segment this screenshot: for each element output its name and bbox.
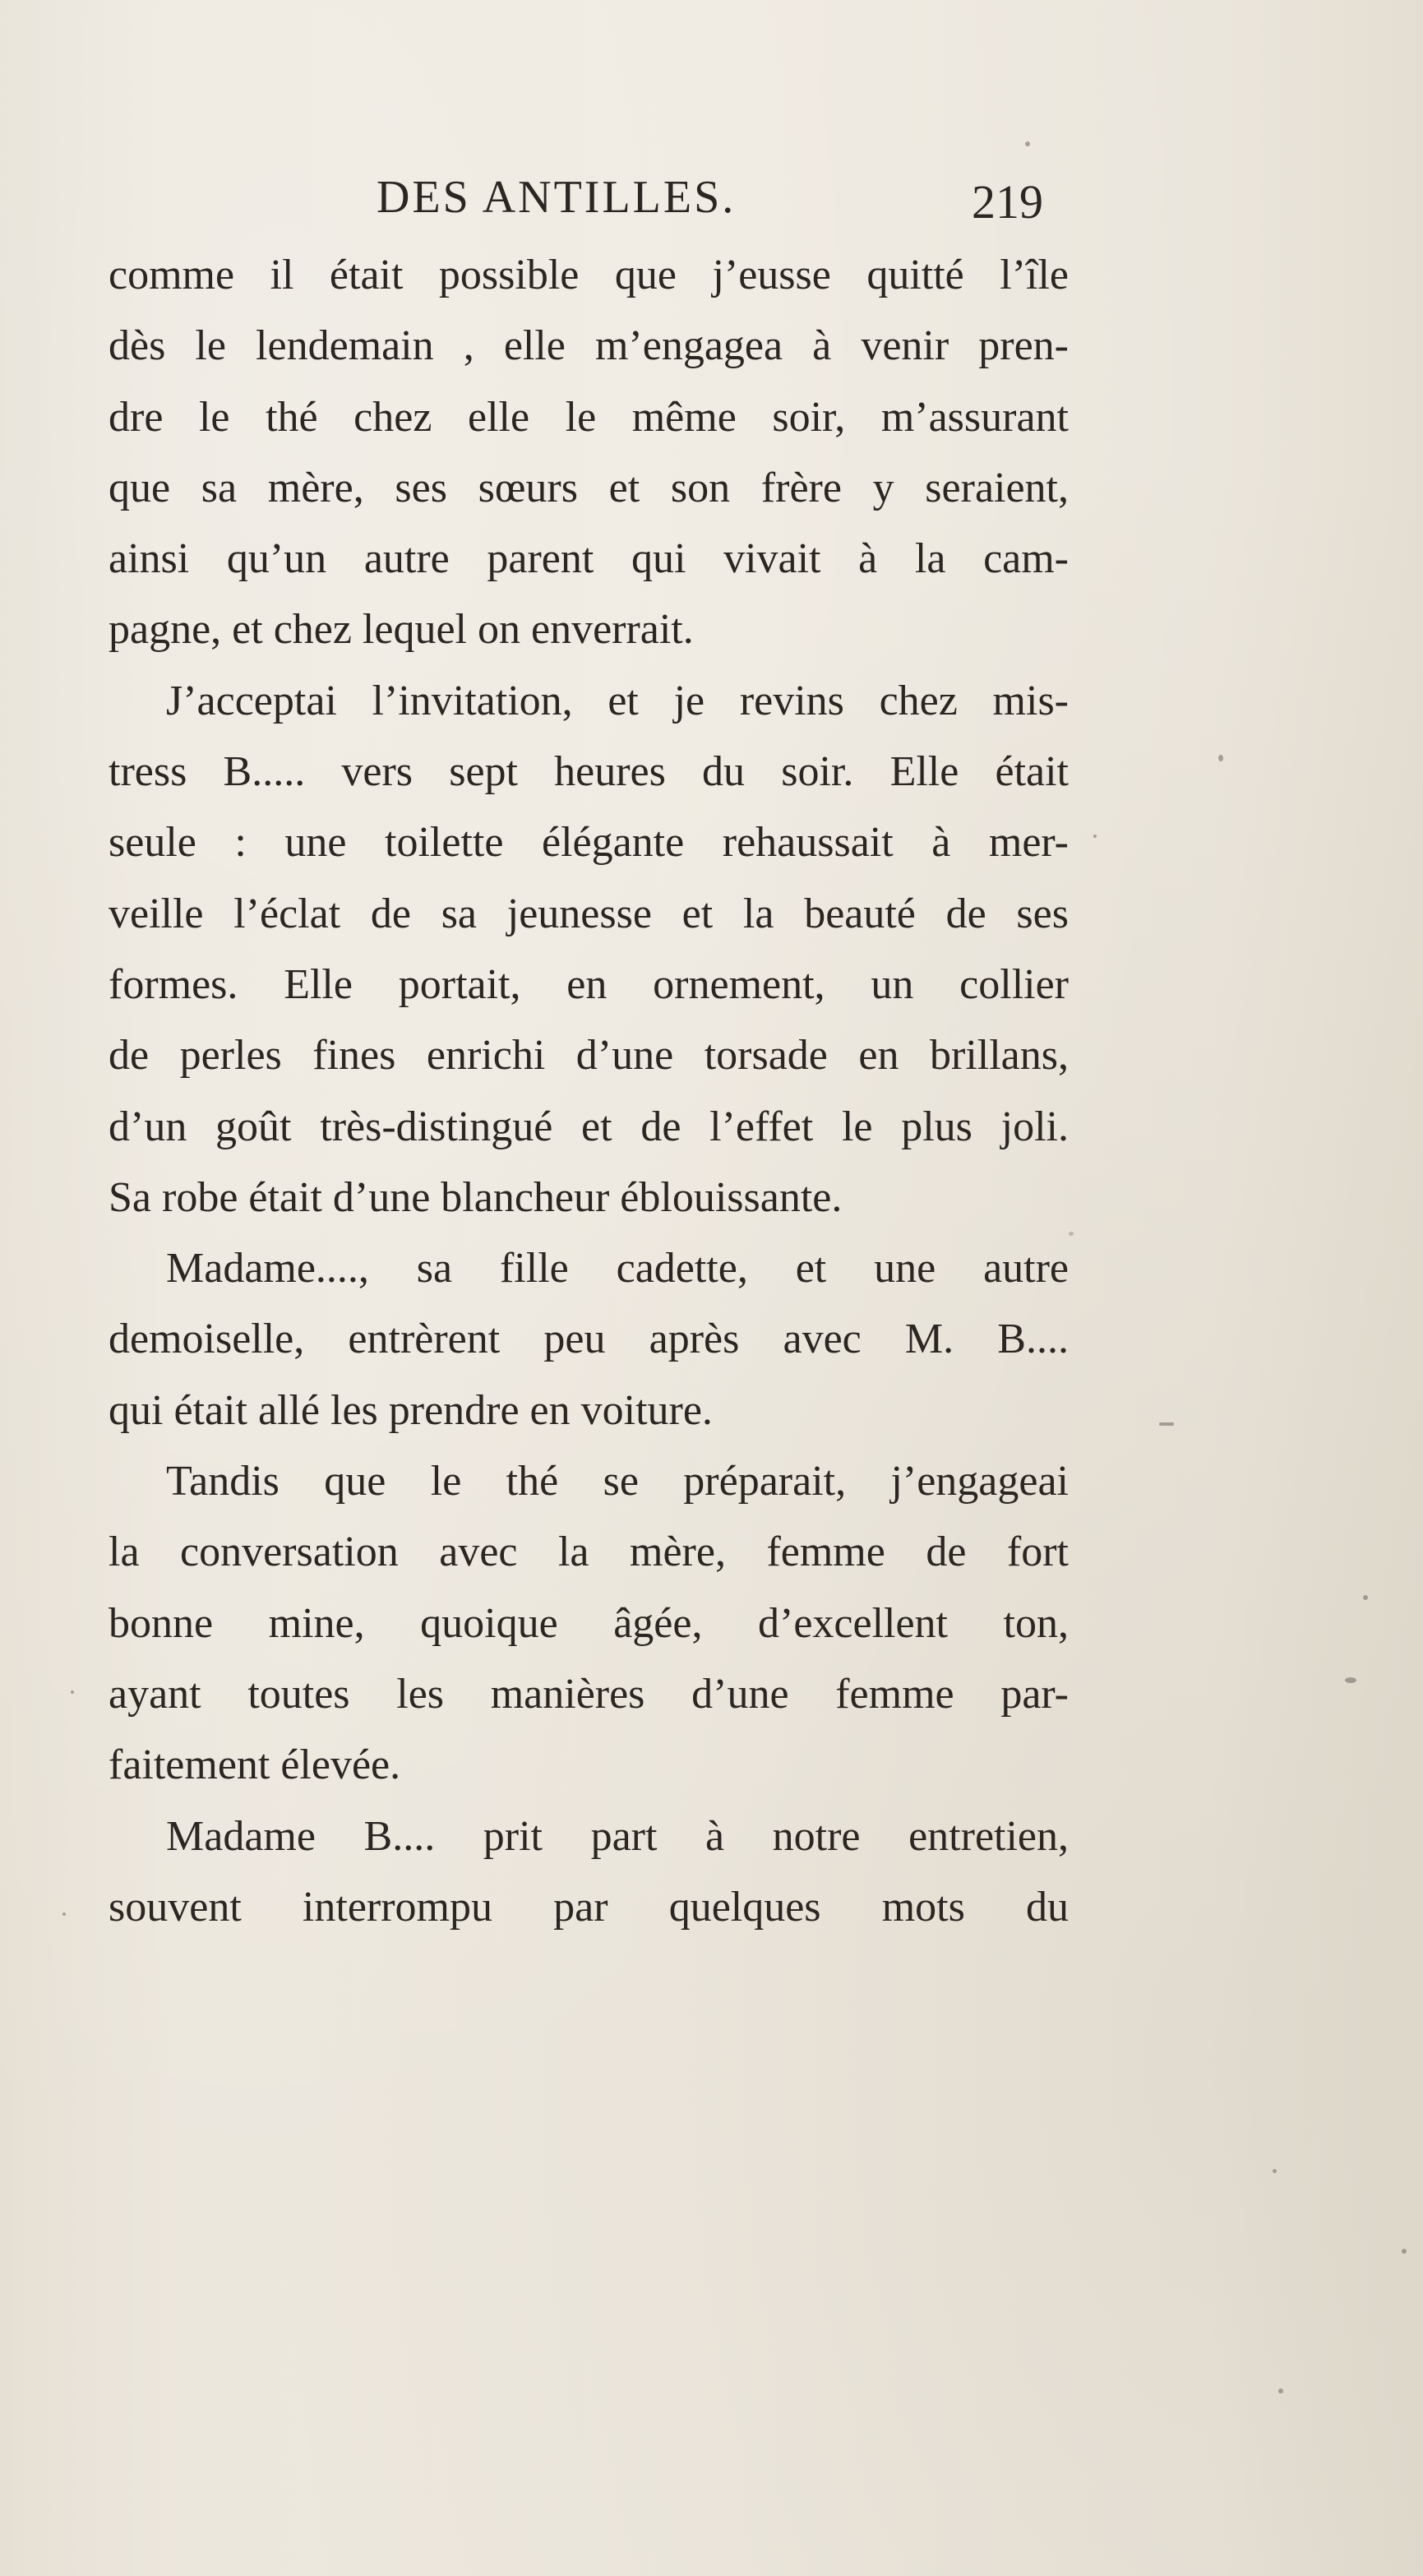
text-line: Tandis que le thé se préparait, j’engageai: [166, 1458, 1069, 1505]
text-line: ayant toutes les manières d’une femme par-: [109, 1670, 1069, 1718]
text-line: souvent interrompu par quelques mots du: [109, 1883, 1069, 1931]
paper-speck: [1273, 2169, 1277, 2173]
text-line: qui était allé les prendre en voiture.: [109, 1386, 713, 1434]
text-line: dre le thé chez elle le même soir, m’assurant: [109, 393, 1069, 441]
text-line: pagne, et chez lequel on enverrait.: [109, 606, 694, 654]
running-title: DES ANTILLES.: [377, 172, 737, 223]
text-line: comme il était possible que j’eusse quitté l’île: [109, 252, 1069, 298]
paper-speck: [1025, 141, 1030, 146]
paper-speck: [1218, 755, 1223, 761]
text-line: bonne mine, quoique âgée, d’excellent ton,: [109, 1599, 1069, 1647]
text-line: la conversation avec la mère, femme de fort: [109, 1528, 1069, 1576]
text-line: Madame...., sa fille cadette, et une autre: [166, 1245, 1069, 1293]
paper-speck: [1345, 1677, 1356, 1683]
text-line: seule : une toilette élégante rehaussait à mer-: [109, 819, 1069, 867]
text-line: Sa robe était d’une blancheur éblouissante.: [109, 1173, 843, 1221]
text-line: ainsi qu’un autre parent qui vivait à la cam-: [109, 535, 1069, 583]
text-line: dès le lendemain , elle m’engagea à venir pren-: [109, 322, 1069, 370]
paper-speck: [1069, 1232, 1074, 1236]
text-line: formes. Elle portait, en ornement, un collier: [109, 960, 1069, 1008]
text-line: que sa mère, ses sœurs et son frère y seraient,: [109, 464, 1069, 511]
paper-speck: [1093, 835, 1097, 838]
page-header: [0, 164, 1423, 230]
paper-speck: [71, 1690, 74, 1694]
text-line: demoiselle, entrèrent peu après avec M. B....: [109, 1316, 1069, 1363]
paper-speck: [1363, 1595, 1368, 1600]
paper-speck: [1402, 2249, 1407, 2254]
text-line: faitement élevée.: [109, 1741, 401, 1789]
text-line: veille l’éclat de sa jeunesse et la beauté de ses: [109, 890, 1069, 937]
page-number: 219: [972, 175, 1043, 229]
text-line: J’acceptai l’invitation, et je revins chez mis-: [166, 677, 1069, 724]
paper-speck: [62, 1912, 66, 1916]
paper-speck: [1159, 1422, 1174, 1426]
text-line: d’un goût très-distingué et de l’effet le plus joli.: [109, 1103, 1069, 1150]
paper-speck: [1278, 2389, 1283, 2393]
text-line: tress B..... vers sept heures du soir. Elle était: [109, 748, 1069, 796]
text-line: Madame B.... prit part à notre entretien,: [166, 1812, 1069, 1860]
text-line: de perles fines enrichi d’une torsade en brillans,: [109, 1032, 1069, 1080]
body-text: [109, 240, 1069, 1943]
